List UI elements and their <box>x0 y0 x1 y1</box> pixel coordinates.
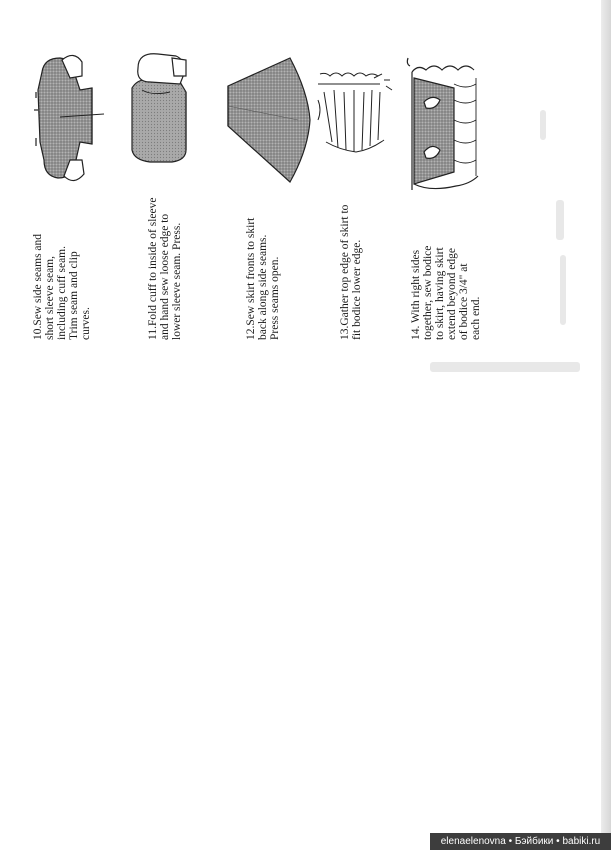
ghost-mark-1 <box>540 110 546 140</box>
ghost-mark-4 <box>430 362 580 372</box>
illustration-skirt-panel <box>228 58 310 182</box>
ghost-mark-2 <box>556 200 564 240</box>
illustration-bodice-attached-to-skirt <box>407 58 478 190</box>
illustration-bodice-side-seams <box>34 55 104 180</box>
step-14-number: 14. <box>410 325 422 340</box>
step-11-body: Fold cuff to inside of sleeve and hand sew loose edge to lower sleeve seam. Press. <box>147 197 183 340</box>
illustration-gathered-skirt <box>318 73 392 152</box>
step-12-body: Sew skirt fronts to skirt back along side seams. Press seams open. <box>245 217 281 340</box>
step-14-body: With right sides together, sew bodice to skirt, having skirt extend beyond edge of bodice 3/4" at each end. <box>410 245 482 340</box>
step-10-number: 10. <box>32 325 44 340</box>
step-13-body: Gather top edge of skirt to fit bodice lower edge. <box>339 204 363 340</box>
step-11-number: 11. <box>147 326 159 340</box>
step-10-body: Sew side seams and short sleeve seam, including cuff seam. Trim seam and clip curves. <box>32 233 92 340</box>
step-12-number: 12. <box>245 325 257 340</box>
step-13-number: 13. <box>339 325 351 340</box>
ghost-mark-3 <box>560 255 566 325</box>
watermark: elenaelenovna • Бэйбики • babiki.ru <box>430 833 611 850</box>
illustration-sleeve-cuff <box>132 54 186 162</box>
